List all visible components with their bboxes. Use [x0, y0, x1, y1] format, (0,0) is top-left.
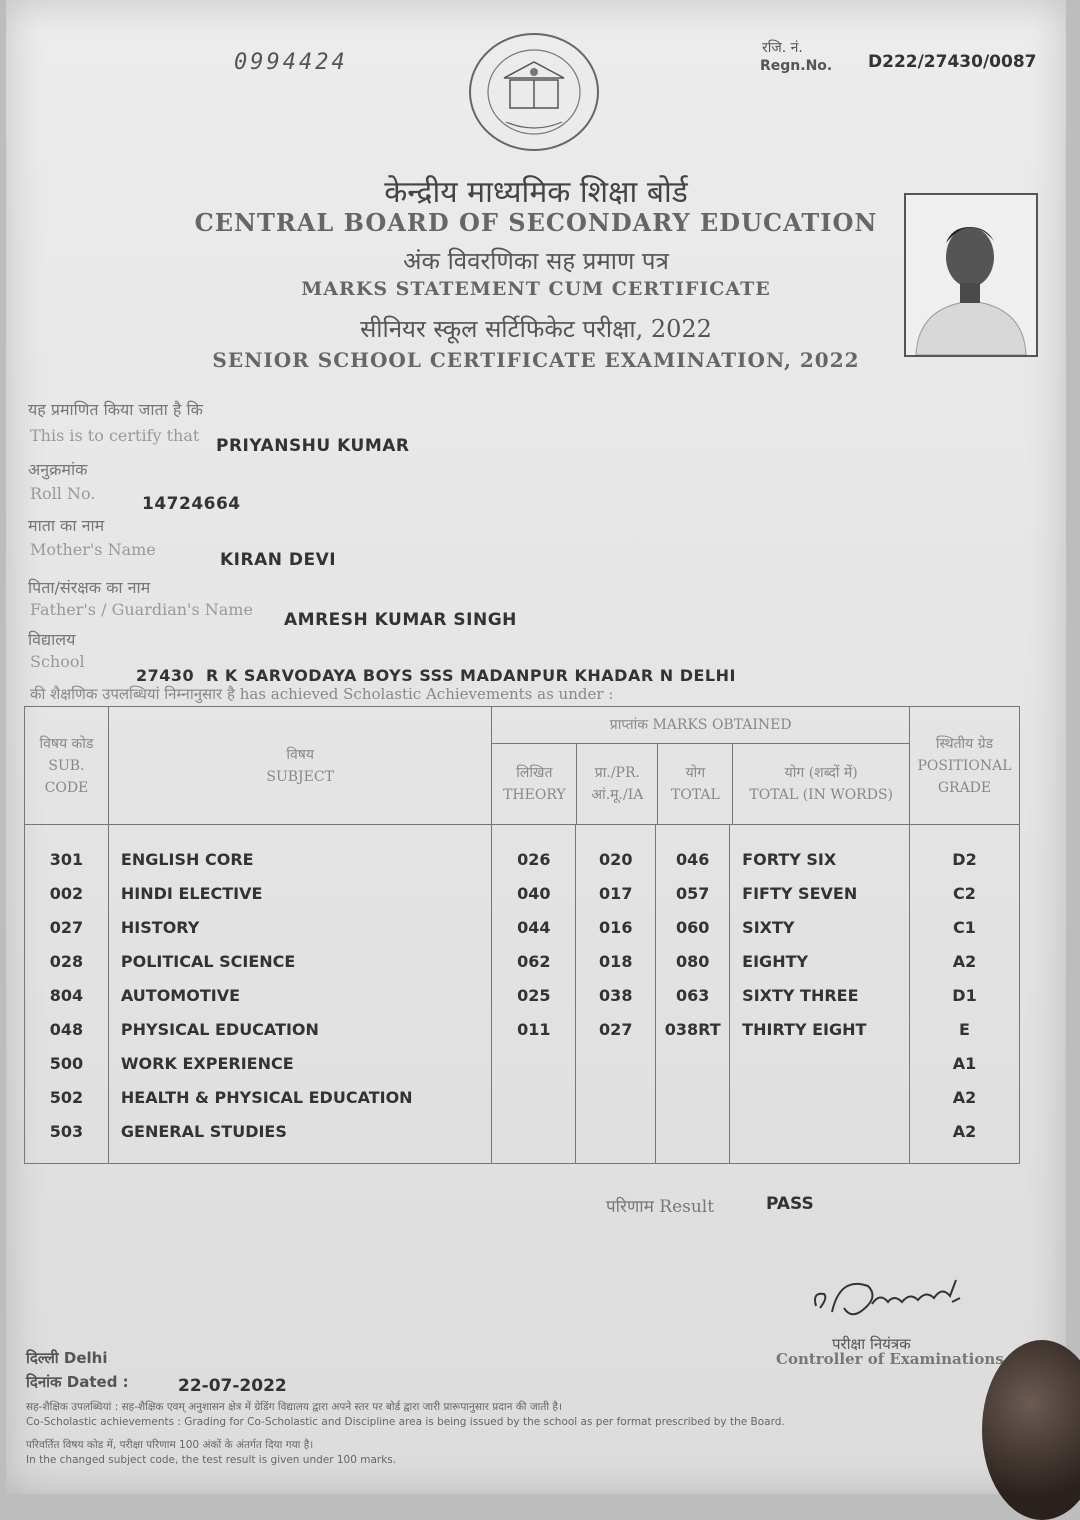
theory-marks [492, 1047, 576, 1081]
school-code: 27430 [136, 666, 195, 685]
certificate-paper [6, 0, 1066, 1494]
practical-marks: 027 [576, 1013, 656, 1047]
mother-label: Mother's Name [30, 540, 156, 559]
header-sub-code [25, 707, 109, 825]
father-label: Father's / Guardian's Name [30, 600, 253, 619]
table-row [25, 1047, 1020, 1081]
practical-marks: 020 [576, 843, 656, 877]
note-line-3: परिवर्तित विषय कोड में, परीक्षा परिणाम 100 अंकों के अंतर्गत दिया गया है। [26, 1439, 314, 1451]
regn-label: Regn.No. [760, 58, 833, 74]
practical-marks: 016 [576, 911, 656, 945]
subject-code: 500 [25, 1047, 109, 1081]
father-name: AMRESH KUMAR SINGH [284, 610, 517, 630]
theory-marks: 026 [492, 843, 576, 877]
subject-code: 048 [25, 1013, 109, 1047]
subject-name: GENERAL STUDIES [108, 1115, 491, 1149]
regn-label-hindi: रजि. नं. [762, 40, 803, 56]
total-in-words: FIFTY SEVEN [730, 877, 910, 911]
header-code-hindi: विषय कोड [39, 735, 94, 752]
document-title: MARKS STATEMENT CUM CERTIFICATE [301, 278, 771, 300]
total-marks: 080 [656, 945, 730, 979]
positional-grade: C1 [909, 911, 1019, 945]
school-name: R K SARVODAYA BOYS SSS MADANPUR KHADAR N DELHI [206, 666, 736, 685]
header-marks-obtained [492, 707, 910, 825]
table-row [25, 877, 1020, 911]
total-marks [656, 1081, 730, 1115]
header-pr-line2: आं.मू./IA [591, 787, 644, 803]
student-photo [904, 193, 1038, 357]
exam-title-hindi: सीनियर स्कूल सर्टिफिकेट परीक्षा, 2022 [360, 315, 712, 343]
total-marks: 057 [656, 877, 730, 911]
header-practical [577, 744, 658, 824]
positional-grade: C2 [909, 877, 1019, 911]
place: दिल्ली Delhi [26, 1349, 108, 1367]
total-in-words: SIXTY THREE [730, 979, 910, 1013]
header-grade-hindi: स्थितीय ग्रेड [935, 735, 994, 752]
header-subject-en: SUBJECT [266, 768, 334, 785]
table-row [25, 1081, 1020, 1115]
subject-name: ENGLISH CORE [108, 843, 491, 877]
positional-grade: E [909, 1013, 1019, 1047]
certify-label-hindi: यह प्रमाणित किया जाता है कि [28, 400, 203, 419]
positional-grade: D1 [909, 979, 1019, 1013]
note-line-1: सह-शैक्षिक उपलब्धियां : सह-शैक्षिक एवम् अनुशासन क्षेत्र में ग्रेडिंग विद्यालय द्वारा अपने स्तर पर बोर्ड द्वारा जारी प्रारूपानुसार प्रदान की जाती है। [26, 1401, 562, 1413]
total-in-words [730, 1081, 910, 1115]
practical-marks [576, 1047, 656, 1081]
theory-marks: 040 [492, 877, 576, 911]
total-marks: 038RT [656, 1013, 730, 1047]
serial-number: 0994424 [234, 50, 348, 75]
header-theory [492, 744, 577, 824]
total-in-words: FORTY SIX [730, 843, 910, 877]
header-code-line1: SUB. [48, 757, 85, 774]
subject-code: 301 [25, 843, 109, 877]
total-marks [656, 1115, 730, 1149]
positional-grade: A2 [909, 1115, 1019, 1149]
header-subject-hindi: विषय [286, 746, 314, 763]
practical-marks: 018 [576, 945, 656, 979]
table-header [25, 707, 1020, 825]
subject-code: 502 [25, 1081, 109, 1115]
result-label: परिणाम Result [606, 1197, 715, 1217]
controller-label-hindi: परीक्षा नियंत्रक [832, 1335, 911, 1353]
marks-table [24, 706, 1020, 1164]
table-row [25, 945, 1020, 979]
total-marks [656, 1047, 730, 1081]
school-label: School [30, 652, 85, 671]
table-row [25, 843, 1020, 877]
note-line-4: In the changed subject code, the test result is given under 100 marks. [26, 1454, 397, 1466]
subject-name: WORK EXPERIENCE [108, 1047, 491, 1081]
roll-label: Roll No. [30, 484, 96, 503]
issue-date: 22-07-2022 [178, 1376, 287, 1396]
document-title-hindi: अंक विवरणिका सह प्रमाण पत्र [403, 247, 669, 275]
total-in-words [730, 1115, 910, 1149]
total-marks: 060 [656, 911, 730, 945]
theory-marks: 025 [492, 979, 576, 1013]
subject-name: POLITICAL SCIENCE [108, 945, 491, 979]
positional-grade: A2 [909, 945, 1019, 979]
exam-title: SENIOR SCHOOL CERTIFICATE EXAMINATION, 2022 [212, 348, 860, 372]
theory-marks: 011 [492, 1013, 576, 1047]
board-title: CENTRAL BOARD OF SECONDARY EDUCATION [194, 208, 878, 237]
header-theory-en: THEORY [503, 787, 566, 803]
header-words-hindi: योग (शब्दों में) [784, 765, 858, 781]
father-label-hindi: पिता/संरक्षक का नाम [28, 578, 151, 597]
subject-code: 002 [25, 877, 109, 911]
roll-label-hindi: अनुक्रमांक [28, 460, 88, 479]
cbse-seal-logo [464, 30, 604, 158]
table-row [25, 979, 1020, 1013]
theory-marks: 062 [492, 945, 576, 979]
achievements-intro: की शैक्षणिक उपलब्धियां निम्नानुसार है has achieved Scholastic Achievements as under : [30, 685, 614, 703]
result-value: PASS [766, 1194, 814, 1214]
header-total-hindi: योग [685, 765, 706, 781]
positional-grade: A2 [909, 1081, 1019, 1115]
roll-number: 14724664 [142, 494, 241, 514]
note-line-2: Co-Scholastic achievements : Grading for Co-Scholastic and Discipline area is being issued by the school as per format prescribed by the Board. [26, 1416, 785, 1428]
controller-signature [810, 1268, 970, 1328]
header-subject [108, 707, 491, 825]
header-theory-hindi: लिखित [516, 765, 553, 781]
header-code-line2: CODE [44, 779, 89, 796]
subject-name: HISTORY [108, 911, 491, 945]
header-pr-line1: प्रा./PR. [594, 765, 640, 781]
header-total [658, 744, 733, 824]
header-words-en: TOTAL (IN WORDS) [749, 787, 893, 803]
header-grade-line1: POSITIONAL [917, 757, 1012, 774]
total-in-words [730, 1047, 910, 1081]
subject-code: 028 [25, 945, 109, 979]
theory-marks [492, 1081, 576, 1115]
board-title-hindi: केन्द्रीय माध्यमिक शिक्षा बोर्ड [384, 175, 688, 210]
header-marks-label: प्राप्तांक MARKS OBTAINED [492, 707, 909, 744]
controller-label: Controller of Examinations [776, 1350, 1004, 1368]
regn-number: D222/27430/0087 [868, 52, 1037, 72]
practical-marks [576, 1115, 656, 1149]
total-in-words: THIRTY EIGHT [730, 1013, 910, 1047]
subject-name: AUTOMOTIVE [108, 979, 491, 1013]
mother-name: KIRAN DEVI [220, 550, 337, 570]
theory-marks: 044 [492, 911, 576, 945]
header-total-en: TOTAL [670, 787, 720, 803]
subject-name: HINDI ELECTIVE [108, 877, 491, 911]
mother-label-hindi: माता का नाम [28, 516, 105, 535]
practical-marks: 038 [576, 979, 656, 1013]
subject-code: 503 [25, 1115, 109, 1149]
total-marks: 063 [656, 979, 730, 1013]
subject-code: 027 [25, 911, 109, 945]
subject-name: PHYSICAL EDUCATION [108, 1013, 491, 1047]
certify-label: This is to certify that [30, 426, 200, 445]
theory-marks [492, 1115, 576, 1149]
subject-name: HEALTH & PHYSICAL EDUCATION [108, 1081, 491, 1115]
practical-marks: 017 [576, 877, 656, 911]
table-row [25, 1013, 1020, 1047]
positional-grade: D2 [909, 843, 1019, 877]
dated-label: दिनांक Dated : [26, 1373, 129, 1391]
total-in-words: EIGHTY [730, 945, 910, 979]
school-label-hindi: विद्यालय [28, 630, 76, 649]
student-name: PRIYANSHU KUMAR [216, 436, 410, 456]
header-grade-line2: GRADE [937, 779, 992, 796]
table-row [25, 911, 1020, 945]
header-positional-grade [909, 707, 1019, 825]
subject-code: 804 [25, 979, 109, 1013]
total-in-words: SIXTY [730, 911, 910, 945]
positional-grade: A1 [909, 1047, 1019, 1081]
total-marks: 046 [656, 843, 730, 877]
table-row [25, 1115, 1020, 1149]
header-total-words [733, 744, 909, 824]
practical-marks [576, 1081, 656, 1115]
